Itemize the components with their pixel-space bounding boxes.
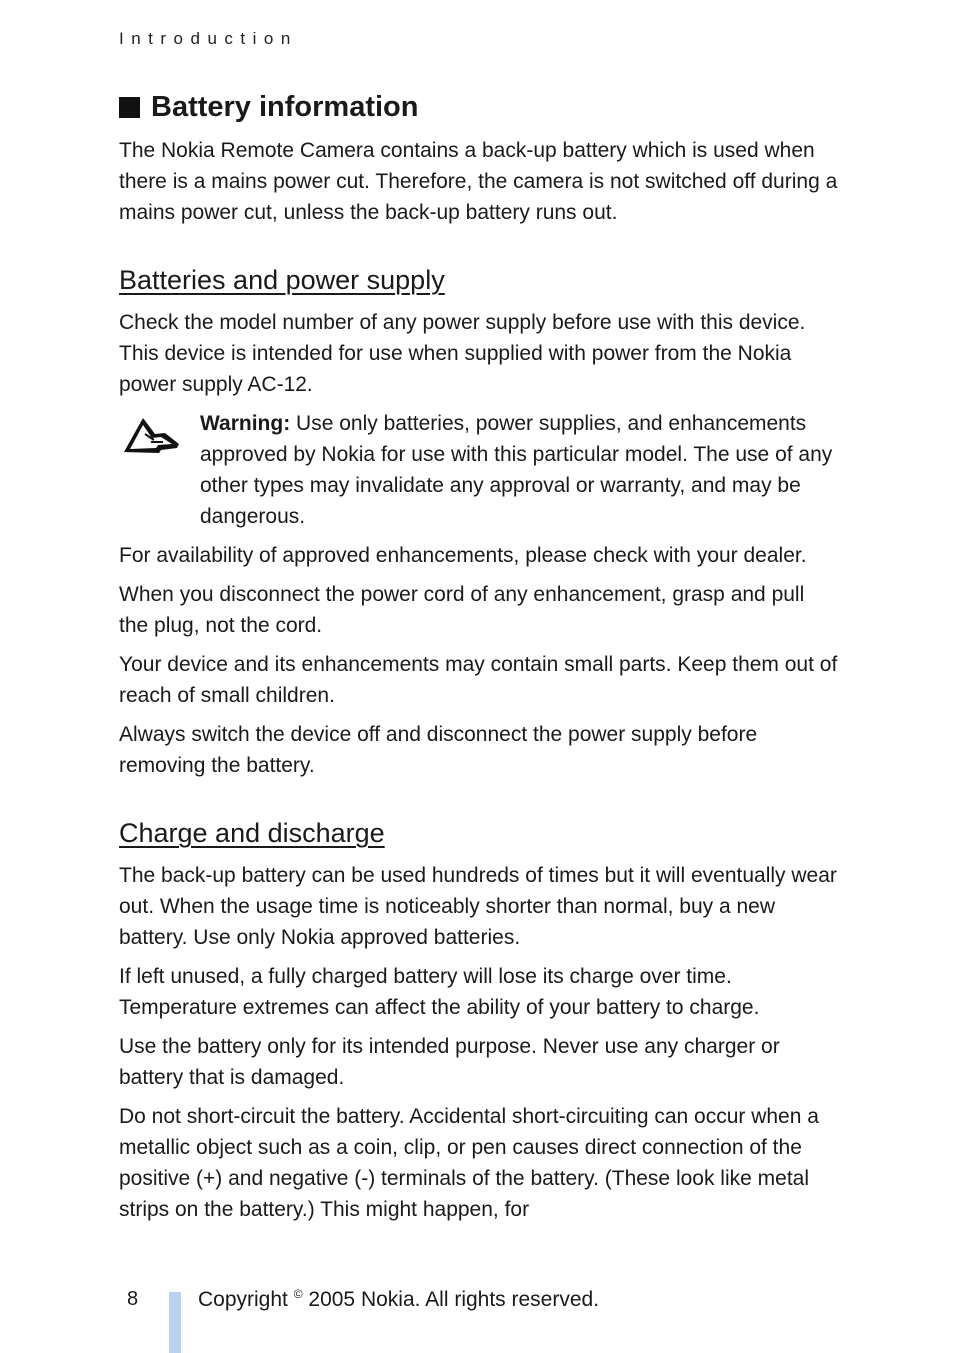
- warning-block: [119, 408, 839, 532]
- switch-off-paragraph: Always switch the device off and disconnect the power supply before removing the battery.: [119, 723, 758, 777]
- footer-accent-bar: [169, 1292, 181, 1353]
- intended-purpose-paragraph: Use the battery only for its intended purpose. Never use any charger or battery that is damaged.: [119, 1035, 780, 1089]
- power-supply-paragraph: Check the model number of any power supply before use with this device. This device is intended for use when supplied with power from the Nokia power supply AC-12.: [119, 311, 806, 396]
- copyright-notice: [198, 1287, 599, 1312]
- unused-battery-paragraph: If left unused, a fully charged battery will lose its charge over time. Temperature extremes can affect the ability of your battery to charge.: [119, 965, 760, 1019]
- enhancements-availability-paragraph: For availability of approved enhancements, please check with your dealer.: [119, 544, 807, 567]
- disconnect-cord-paragraph: When you disconnect the power cord of any enhancement, grasp and pull the plug, not the cord.: [119, 583, 805, 637]
- running-header: Introduction: [119, 29, 298, 48]
- battery-information-title: Battery information: [151, 90, 419, 123]
- warning-text: [200, 408, 839, 532]
- short-circuit-paragraph: Do not short-circuit the battery. Accidental short-circuiting can occur when a metallic object such as a coin, clip, or pen causes direct connection of the positive (+) and negative (-) terminals of the battery. (These look like metal strips on the battery.) This might happen, for: [119, 1105, 819, 1221]
- warning-hand-icon: [121, 414, 183, 456]
- batteries-power-heading: Batteries and power supply: [119, 265, 445, 295]
- battery-wear-paragraph: The back-up battery can be used hundreds of times but it will eventually wear out. When the usage time is noticeably shorter than normal, buy a new battery. Use only Nokia approved batteries.: [119, 864, 837, 949]
- page-number: 8: [127, 1288, 139, 1310]
- warning-body: Use only batteries, power supplies, and enhancements approved by Nokia for use with this particular model. The use of any other types may invalidate any approval or warranty, and may be dangerous.: [200, 412, 833, 528]
- battery-information-heading: [119, 88, 839, 126]
- copyright-prefix: Copyright: [198, 1288, 294, 1311]
- page-content: [119, 88, 839, 1233]
- charge-discharge-heading: Charge and discharge: [119, 818, 385, 848]
- copyright-rest: 2005 Nokia. All rights reserved.: [302, 1288, 600, 1311]
- copyright-symbol: ©: [293, 1287, 303, 1301]
- black-square-bullet-icon: [119, 97, 140, 118]
- battery-intro-paragraph: The Nokia Remote Camera contains a back-up battery which is used when there is a mains power cut. Therefore, the camera is not switched off during a mains power cut, unless the back-up battery runs out.: [119, 139, 838, 224]
- warning-label: Warning:: [200, 412, 291, 435]
- small-parts-paragraph: Your device and its enhancements may contain small parts. Keep them out of reach of small children.: [119, 653, 838, 707]
